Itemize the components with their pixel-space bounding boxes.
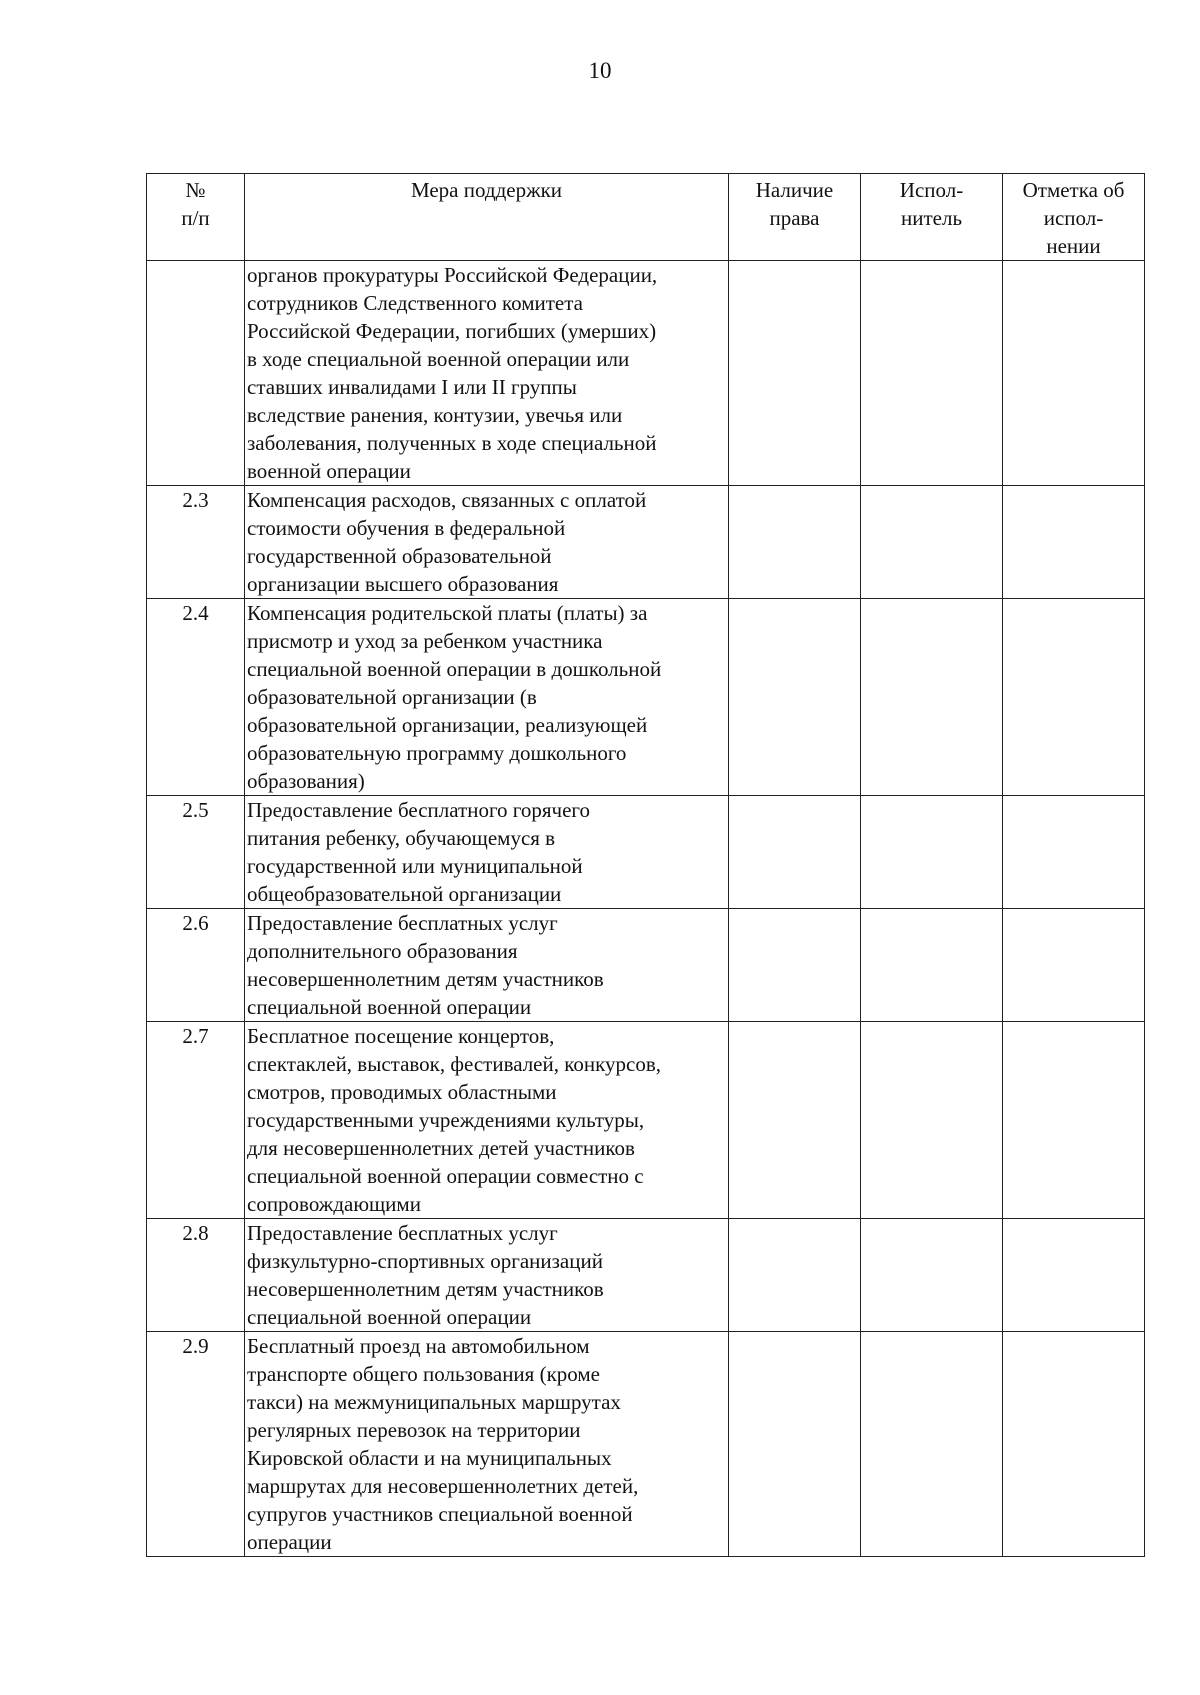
- header-right-line: Наличие: [755, 178, 834, 202]
- header-executor-line: нитель: [900, 206, 963, 230]
- measure-line: стоимости обучения в федеральной: [247, 516, 566, 540]
- measure-line: Предоставление бесплатных услуг: [247, 911, 558, 935]
- row-number: [147, 261, 245, 486]
- measure-description: [245, 1219, 729, 1332]
- measure-line: супругов участников специальной военной: [247, 1502, 633, 1526]
- table-row: [147, 1219, 1145, 1332]
- completion-mark-cell: [1003, 796, 1145, 909]
- header-measure: [245, 174, 729, 261]
- executor-cell: [861, 1219, 1003, 1332]
- measure-description: [245, 909, 729, 1022]
- measure-line: Бесплатное посещение концертов,: [247, 1024, 555, 1048]
- measure-line: Кировской области и на муниципальных: [247, 1446, 612, 1470]
- support-measures-table: [146, 173, 1145, 1557]
- measure-line: транспорте общего пользования (кроме: [247, 1362, 600, 1386]
- measure-line: Бесплатный проезд на автомобильном: [247, 1334, 590, 1358]
- measure-line: регулярных перевозок на территории: [247, 1418, 581, 1442]
- measure-line: Предоставление бесплатного горячего: [247, 798, 591, 822]
- header-completion-mark: [1003, 174, 1145, 261]
- completion-mark-cell: [1003, 599, 1145, 796]
- executor-cell: [861, 599, 1003, 796]
- executor-cell: [861, 1022, 1003, 1219]
- page-number: 10: [588, 58, 612, 83]
- table-row: [147, 796, 1145, 909]
- header-number: [147, 174, 245, 261]
- header-mark-line: испол-: [1043, 206, 1104, 230]
- measure-description: [245, 1022, 729, 1219]
- measure-line: государственной образовательной: [247, 544, 552, 568]
- measure-line: государственной или муниципальной: [247, 854, 583, 878]
- measure-line: специальной военной операции: [247, 995, 532, 1019]
- measure-line: в ходе специальной военной операции или: [247, 347, 630, 371]
- table-row: [147, 486, 1145, 599]
- table-row: [147, 261, 1145, 486]
- measure-line: операции: [247, 1530, 332, 1554]
- row-number: 2.6: [147, 909, 245, 1022]
- measure-line: военной операции: [247, 459, 411, 483]
- measure-line: маршрутах для несовершеннолетних детей,: [247, 1474, 639, 1498]
- measure-line: спектаклей, выставок, фестивалей, конкурсов,: [247, 1052, 662, 1076]
- measure-line: присмотр и уход за ребенком участника: [247, 629, 603, 653]
- measure-line: заболевания, полученных в ходе специальной: [247, 431, 657, 455]
- table-row: [147, 1022, 1145, 1219]
- right-cell: [729, 261, 861, 486]
- completion-mark-cell: [1003, 909, 1145, 1022]
- measure-line: Российской Федерации, погибших (умерших): [247, 319, 657, 343]
- right-cell: [729, 909, 861, 1022]
- right-cell: [729, 1022, 861, 1219]
- measure-description: [245, 261, 729, 486]
- measure-line: физкультурно-спортивных организаций: [247, 1249, 603, 1273]
- measure-line: Предоставление бесплатных услуг: [247, 1221, 558, 1245]
- completion-mark-cell: [1003, 1219, 1145, 1332]
- measure-line: государственными учреждениями культуры,: [247, 1108, 645, 1132]
- measure-line: Компенсация родительской платы (платы) за: [247, 601, 648, 625]
- measure-description: [245, 1332, 729, 1557]
- measure-line: образовательной организации (в: [247, 685, 537, 709]
- measure-description: [245, 796, 729, 909]
- row-number: 2.8: [147, 1219, 245, 1332]
- table-row: [147, 909, 1145, 1022]
- measure-line: органов прокуратуры Российской Федерации,: [247, 263, 658, 287]
- completion-mark-cell: [1003, 261, 1145, 486]
- measure-line: сотрудников Следственного комитета: [247, 291, 583, 315]
- header-measure-line: Мера поддержки: [410, 178, 563, 202]
- header-executor: [861, 174, 1003, 261]
- executor-cell: [861, 1332, 1003, 1557]
- measure-line: организации высшего образования: [247, 572, 559, 596]
- measure-line: образования): [247, 769, 365, 793]
- row-number: 2.7: [147, 1022, 245, 1219]
- measure-line: образовательной организации, реализующей: [247, 713, 648, 737]
- completion-mark-cell: [1003, 1022, 1145, 1219]
- measure-line: Компенсация расходов, связанных с оплатой: [247, 488, 647, 512]
- completion-mark-cell: [1003, 1332, 1145, 1557]
- header-mark-line: нении: [1046, 234, 1101, 258]
- row-number: 2.5: [147, 796, 245, 909]
- executor-cell: [861, 909, 1003, 1022]
- measure-line: специальной военной операции совместно с: [247, 1164, 644, 1188]
- right-cell: [729, 796, 861, 909]
- measure-line: общеобразовательной организации: [247, 882, 562, 906]
- completion-mark-cell: [1003, 486, 1145, 599]
- row-number: 2.4: [147, 599, 245, 796]
- header-number-line: п/п: [181, 206, 210, 230]
- right-cell: [729, 1219, 861, 1332]
- executor-cell: [861, 486, 1003, 599]
- executor-cell: [861, 796, 1003, 909]
- measure-line: такси) на межмуниципальных маршрутах: [247, 1390, 621, 1414]
- measure-line: специальной военной операции: [247, 1305, 532, 1329]
- header-right: [729, 174, 861, 261]
- right-cell: [729, 1332, 861, 1557]
- right-cell: [729, 599, 861, 796]
- measure-line: сопровождающими: [247, 1192, 421, 1216]
- table-row: [147, 599, 1145, 796]
- row-number: 2.9: [147, 1332, 245, 1557]
- header-mark-line: Отметка об: [1022, 178, 1125, 202]
- table-body: [147, 261, 1145, 1557]
- measure-line: ставших инвалидами I или II группы: [247, 375, 577, 399]
- measure-line: питания ребенку, обучающемуся в: [247, 826, 556, 850]
- measure-line: несовершеннолетним детям участников: [247, 1277, 604, 1301]
- measure-line: несовершеннолетним детям участников: [247, 967, 604, 991]
- executor-cell: [861, 261, 1003, 486]
- measure-line: вследствие ранения, контузии, увечья или: [247, 403, 623, 427]
- header-right-line: права: [769, 206, 820, 230]
- measure-line: для несовершеннолетних детей участников: [247, 1136, 635, 1160]
- row-number: 2.3: [147, 486, 245, 599]
- header-executor-line: Испол-: [899, 178, 964, 202]
- right-cell: [729, 486, 861, 599]
- measure-description: [245, 486, 729, 599]
- header-number-line: №: [185, 178, 206, 202]
- table-row: [147, 1332, 1145, 1557]
- measure-line: дополнительного образования: [247, 939, 518, 963]
- measure-line: смотров, проводимых областными: [247, 1080, 557, 1104]
- measure-line: специальной военной операции в дошкольной: [247, 657, 662, 681]
- table-header-row: [147, 174, 1145, 261]
- measure-description: [245, 599, 729, 796]
- measure-line: образовательную программу дошкольного: [247, 741, 627, 765]
